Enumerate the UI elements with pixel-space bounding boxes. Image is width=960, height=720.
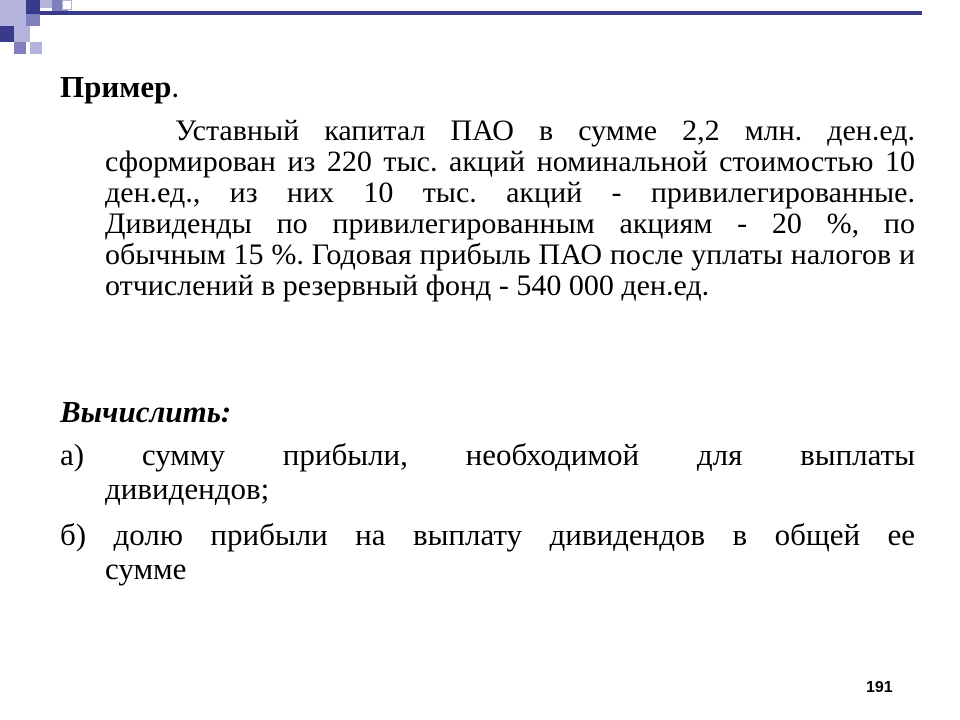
deco-square bbox=[0, 26, 14, 42]
task-item-a bbox=[60, 438, 915, 506]
task-item-b bbox=[60, 518, 915, 586]
deco-square bbox=[0, 0, 26, 26]
deco-square bbox=[26, 0, 40, 14]
decorative-corner bbox=[0, 0, 960, 60]
compute-title: Вычислить: bbox=[60, 394, 232, 429]
task-item-a-line2: дивидендов; bbox=[105, 471, 270, 506]
deco-square bbox=[62, 0, 72, 10]
task-item-b-line2: сумме bbox=[105, 551, 187, 586]
slide-heading bbox=[60, 67, 179, 107]
heading-punctuation: . bbox=[171, 69, 180, 104]
deco-square bbox=[14, 26, 30, 42]
task-item-b-line1: б) долю прибыли на выплату дивидендов в общей ее bbox=[60, 517, 915, 552]
problem-paragraph: Уставный капитал ПАО в сумме 2,2 млн. ден.ед. сформирован из 220 тыс. акций номинальной стоимостью 10 ден.ед., из них 10 тыс. акций - привилегированные. Дивиденды по привилегированным акциям - 20 %, по обычным 15 %. Годовая прибыль ПАО после уплаты налогов и отчислений в резервный фонд - 540 000 ден.ед. bbox=[105, 114, 915, 302]
deco-square bbox=[14, 42, 26, 54]
deco-square bbox=[30, 42, 42, 54]
deco-square bbox=[26, 14, 40, 26]
page-number: 191 bbox=[866, 679, 893, 696]
heading-text: Пример bbox=[60, 69, 172, 104]
top-rule bbox=[40, 11, 922, 15]
task-item-a-line1: а) сумму прибыли, необходимой для выплаты bbox=[60, 437, 915, 472]
